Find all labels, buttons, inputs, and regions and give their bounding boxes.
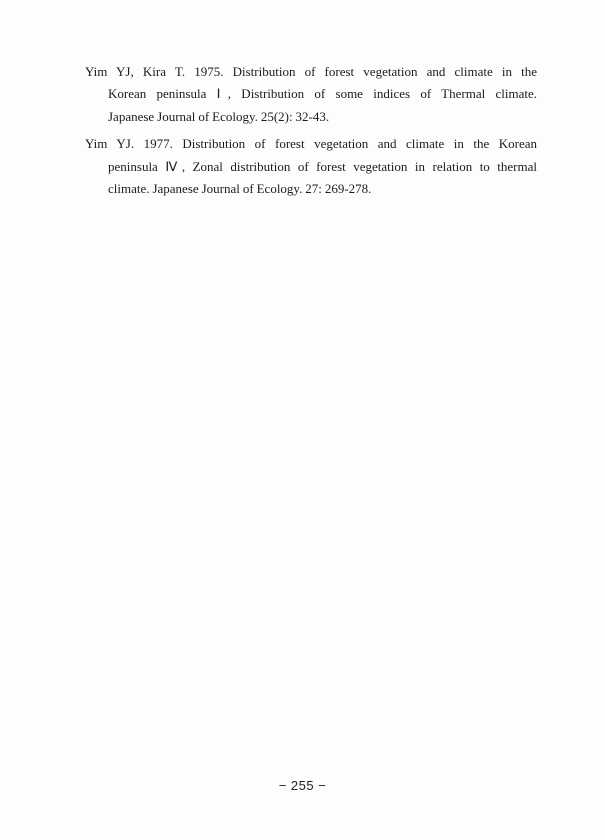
reference-line: Yim YJ, Kira T. 1975. Distribution of forest vegetation and climate in the [85, 64, 537, 79]
reference-line: climate. Japanese Journal of Ecology. 27: 269-278. [108, 181, 372, 197]
page-number: − 255 − [278, 778, 327, 793]
references-list [85, 61, 537, 205]
reference-line: Yim YJ. 1977. Distribution of forest vegetation and climate in the Korean [85, 136, 537, 152]
reference-entry-2 [85, 133, 537, 200]
reference-entry-1 [85, 61, 537, 128]
reference-line: peninsula Ⅳ, Zonal distribution of forest vegetation in relation to thermal [108, 158, 537, 174]
reference-line: Korean peninsula Ⅰ, Distribution of some indices of Thermal climate. [108, 86, 537, 102]
reference-line: Japanese Journal of Ecology. 25(2): 32-43. [108, 108, 330, 124]
